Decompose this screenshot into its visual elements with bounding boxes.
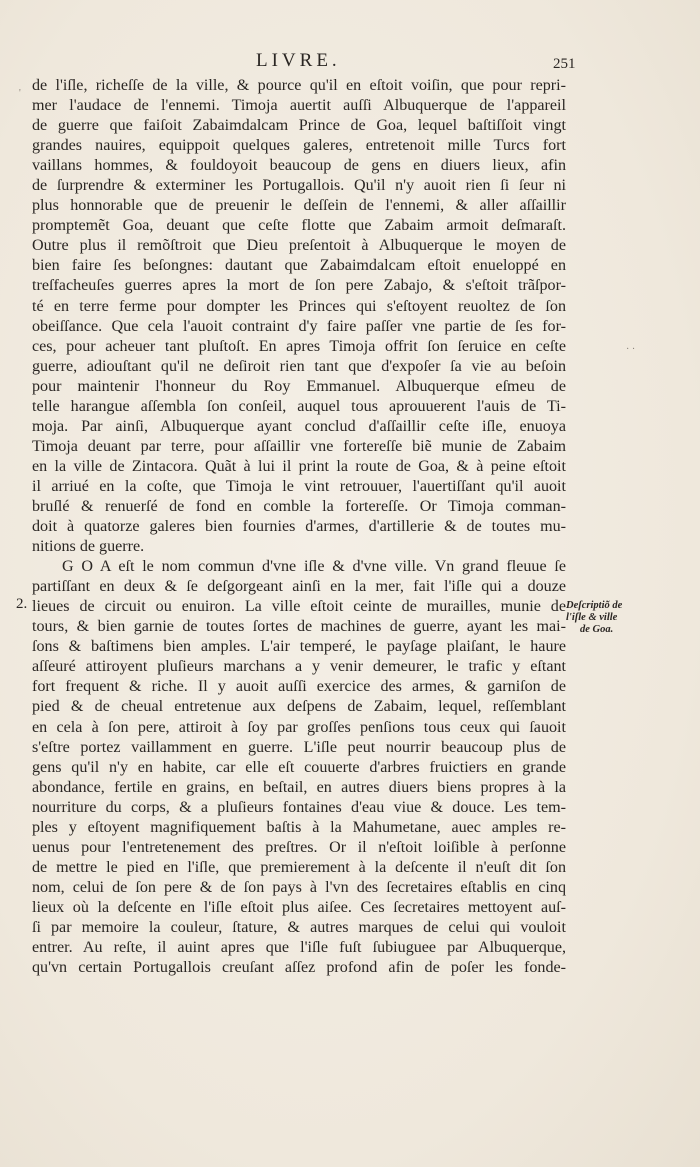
text-line: Timoja deuant par terre, pour aſſaillir vne fortereſſe biẽ munie de Zabaim [32, 437, 566, 455]
text-line: bien faire ſes beſongnes: dautant que Zabaimdalcam eſtoit enueloppé en [32, 257, 566, 275]
text-line: en la ville de Zintacora. Quãt à lui il print la route de Goa, & à peine eſtoit [32, 457, 566, 475]
text-line: de ſurprendre & exterminer les Portugallois. Qu'il n'y auoit rien ſi ſeur ni [32, 177, 566, 195]
side-note [566, 600, 656, 636]
text-line: en cela à ſon pere, attiroit à ſoy par groſſes penſions tous ceux qui ſauoit [32, 718, 566, 736]
text-line: uenus pour l'entretenement des preſtres. Or il n'eſtoit loiſible à perſonne [32, 838, 566, 856]
text-line: partiſſant en deux & ſe deſgorgeant ainſi en la mer, fait l'iſle qui a douze [32, 578, 566, 596]
text-line: plus honnorable que de preuenir le deſſein de l'ennemi, & aller aſſaillir [32, 197, 566, 215]
text-line: il arriué en la coſte, que Timoja le vint retrouuer, l'auertiſſant qu'il auoit [32, 477, 566, 495]
page-header [0, 50, 700, 76]
side-note-line: Deſcriptiõ de [566, 600, 623, 611]
text-line: nourriture du corps, & a pluſieurs fontaines d'eau viue & douce. Les tem- [32, 798, 566, 816]
text-line: lieues de circuit ou enuiron. La ville eſtoit ceinte de murailles, munie de [32, 598, 566, 616]
text-line: aſſeuré attiroyent pluſieurs marchans a y venir demeurer, le trafic y eſtant [32, 658, 566, 676]
text-line: guerre, adiouſtant qu'il ne deſiroit rien tant que d'expoſer ſa vie au beſoin [32, 357, 566, 375]
page-number: 251 [553, 56, 576, 72]
text-line: de l'iſle, richeſſe de la ville, & pource qu'il en eſtoit voiſin, que pour repri- [32, 77, 566, 94]
text-line: tours, & bien garnie de toutes ſortes de machines de guerre, ayant les mai- [32, 618, 566, 636]
side-note-line: de Goa. [580, 624, 614, 635]
text-line: ſi par memoire la couleur, ſtature, & autres marques de celui qui vouloit [32, 918, 566, 936]
section-number: 2. [16, 596, 28, 612]
text-line: moja. Par ainſi, Albuquerque ayant conclud d'aſſaillir ceſte iſle, enuoya [32, 417, 566, 435]
text-line: Outre plus il remõſtroit que Dieu preſentoit à Albuquerque le moyen de [32, 237, 566, 255]
text-line: qu'vn certain Portugallois creuſant aſſez profond afin de poſer les fonde- [32, 959, 566, 977]
side-note-line: l'iſle & ville [566, 612, 618, 623]
text-line: ſons & baſtimens bien amples. L'air temperé, le payſage plaiſant, le haure [32, 638, 566, 656]
text-line: G O A eſt le nom commun d'vne iſle & d'vne ville. Vn grand fleuue ſe [62, 558, 566, 576]
text-line: ples y eſtoyent magnifiquement baſtis à la Mahumetane, auec amples re- [32, 818, 566, 836]
text-line: bruſlé & renuerſé de fond en comble la fortereſſe. Or Timoja comman- [32, 497, 566, 515]
text-line: obeiſſance. Que cela l'auoit contraint d'y faire paſſer vne partie de ſes for- [32, 317, 566, 335]
text-line: fort frequent & riche. Il y auoit auſſi exercice des armes, & garniſon de [32, 678, 566, 696]
text-line: nom, celui de ſon pere & de ſon pays à l'vn des ſecretaires eſtablis en cinq [32, 878, 566, 896]
text-line: grandes nauires, equippoit quelques galeres, entretenoit mille Turcs fort [32, 137, 566, 155]
text-line: treſfacheuſes guerres apres la mort de ſon pere Zabajo, & s'eſtoit trãſpor- [32, 277, 566, 295]
text-line: vaillans hommes, & fouldoyoit beaucoup de gens en diuers lieux, afin [32, 157, 566, 175]
text-line: abondance, fertile en grains, en beſtail, en autres diuers biens propres à la [32, 778, 566, 796]
text-line: de mettre le pied en l'iſle, que premierement à la deſcente il n'euſt dit ſon [32, 858, 566, 876]
text-line: gens qu'il n'y en habite, car elle eſt couuerte d'arbres fruictiers en grande [32, 758, 566, 776]
text-line: de guerre que faiſoit Zabaimdalcam Prince de Goa, lequel baſtiſſoit vingt [32, 117, 566, 135]
text-line: doit à quatorze galeres bien fournies d'armes, d'artillerie & de toutes mu- [32, 518, 566, 536]
text-line: lieux où la deſcente en l'iſle eſtoit plus aiſee. Ces ſecretaires mettoyent auſ- [32, 898, 566, 916]
text-line: s'eſtre portez vaillamment en guerre. L'iſle peut nourrir beaucoup plus de [32, 738, 566, 756]
body-text [32, 76, 566, 978]
text-line: té en terre ferme pour dompter les Princes qui s'eſtoyent reuoltez de ſon [32, 297, 566, 315]
text-line: pied & de cheual entretenue aux deſpens de Zabaim, lequel, reſſemblant [32, 698, 566, 716]
running-head: LIVRE. [256, 50, 341, 71]
text-line: mer l'audace de l'ennemi. Timoja auertit auſſi Albuquerque de l'appareil [32, 97, 566, 115]
text-line: entrer. Au reſte, il auint apres que l'iſle fuſt ſubiuguee par Albuquerque, [32, 939, 566, 957]
text-line: telle harangue aſſembla ſon conſeil, auquel tous aprouuerent l'auis de Ti- [32, 397, 566, 415]
text-line: promptemẽt Goa, deuant que ceſte flotte que Zabaim armoit deſmaraſt. [32, 217, 566, 235]
margin-mark-right: · · [626, 344, 636, 355]
text-line: pour maintenir l'honneur du Roy Emmanuel. Albuquerque eſmeu de [32, 377, 566, 395]
text-line: nitions de guerre. [32, 538, 145, 556]
margin-mark-left: ' [19, 88, 21, 99]
text-line: ces, pour acheuer tant pluſtoſt. En apres Timoja offrit ſon ſeruice en ceſte [32, 337, 566, 355]
